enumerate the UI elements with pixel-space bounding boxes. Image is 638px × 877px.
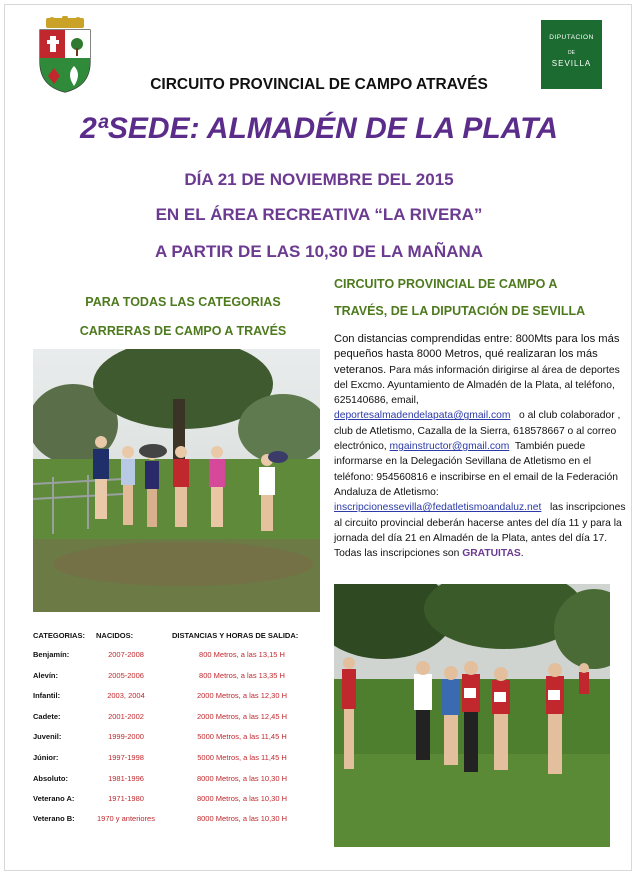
club-text: o al club colaborador , club de Atletismo, Cazalla de la Sierra, 618578667 o al correo electrónico,	[334, 410, 621, 453]
table-row	[0, 753, 638, 773]
email-club-link[interactable]: mgainstructor@gmail.com	[389, 441, 510, 453]
table-header-born: NACIDOS:	[96, 631, 134, 640]
venue-title: 2ªSEDE: ALMADÉN DE LA PLATA	[80, 112, 558, 145]
event-date: DÍA 21 DE NOVIEMBRE DEL 2015	[184, 170, 454, 189]
logo-line2: DE	[568, 50, 575, 56]
event-place: EN EL ÁREA RECREATIVA “LA RIVERA”	[155, 205, 483, 224]
distance-time: 800 Metros, a las 13,35 H	[199, 671, 285, 680]
birth-years: 2005-2006	[108, 671, 144, 680]
category-name: Absoluto:	[33, 774, 68, 783]
table-row	[0, 814, 638, 834]
end-punct: .	[520, 548, 524, 560]
distances-text: Con distancias comprendidas entre: 800Mts para los más pequeños hasta 8000 Metros, qué realizaran los más veteranos.	[334, 333, 620, 376]
races-heading: CARRERAS DE CAMPO A TRAVÉS	[79, 324, 287, 338]
table-row	[0, 650, 638, 670]
circuit-title: CIRCUITO PROVINCIAL DE CAMPO ATRAVÉS	[150, 76, 488, 93]
distance-time: 2000 Metros, a las 12,30 H	[196, 691, 288, 700]
circuit-heading-line2: TRAVÉS, DE LA DIPUTACIÓN DE SEVILLA	[334, 304, 586, 318]
category-name: Cadete:	[33, 712, 61, 721]
logo-line1: DIPUTACION	[549, 34, 594, 41]
distance-time: 800 Metros, a las 13,15 H	[199, 650, 285, 659]
category-name: Júnior:	[33, 753, 59, 762]
distance-time: 5000 Metros, a las 11,45 H	[197, 732, 287, 741]
birth-years: 1971-1980	[108, 794, 144, 803]
event-time: A PARTIR DE LAS 10,30 DE LA MAÑANA	[154, 242, 484, 261]
table-row	[0, 671, 638, 691]
category-name: Veterano A:	[33, 794, 75, 803]
circuit-heading-line1: CIRCUITO PROVINCIAL DE CAMPO A	[334, 277, 558, 291]
birth-years: 2003, 2004	[107, 691, 145, 700]
category-name: Veterano B:	[33, 814, 75, 823]
info-text: Para más información dirigirse al área de deportes del Excmo. Ayuntamiento de Almadén de la Plata, al teléfono, 625140686, email,	[334, 364, 620, 407]
free-label: GRATUITAS	[462, 548, 521, 560]
distance-time: 2000 Metros, a las 12,45 H	[196, 712, 288, 721]
table-row	[0, 794, 638, 814]
women-race-photo	[33, 349, 320, 612]
event-description	[334, 332, 626, 561]
distance-time: 5000 Metros, a las 11,45 H	[197, 753, 287, 762]
category-name: Juvenil:	[33, 732, 62, 741]
distance-time: 8000 Metros, a las 10,30 H	[196, 814, 288, 823]
table-row	[0, 774, 638, 794]
birth-years: 2001-2002	[108, 712, 144, 721]
email-inscripciones-link[interactable]: inscripcionessevilla@fedatletismoandaluz.net	[334, 502, 542, 514]
deadline-text: las inscripciones al circuito provincial deberán hacerse antes del día 11 y para la jornada del día 21 en Almadén de la Plata, antes del día 17. Todas las inscripciones son	[334, 502, 626, 560]
federation-text: También puede informarse en la Delegación Sevillana de Atletismo en el teléfono: 954560816 e inscribirse en el email de la Federación Andaluza de Atletismo:	[334, 441, 618, 498]
birth-years: 2007-2008	[108, 650, 144, 659]
logo-line3: SEVILLA	[551, 59, 592, 68]
birth-years: 1997-1998	[108, 753, 144, 762]
distance-time: 8000 Metros, a las 10,30 H	[196, 794, 288, 803]
category-name: Infantil:	[33, 691, 61, 700]
table-row	[0, 732, 638, 752]
category-name: Benjamín:	[33, 650, 70, 659]
table-header-category: CATEGORIAS:	[33, 631, 85, 640]
categories-heading: PARA TODAS LAS CATEGORIAS	[85, 295, 281, 309]
distance-time: 8000 Metros, a las 10,30 H	[196, 774, 288, 783]
table-row	[0, 691, 638, 711]
birth-years: 1999-2000	[108, 732, 144, 741]
table-header-distance: DISTANCIAS Y HORAS DE SALIDA:	[172, 631, 299, 640]
birth-years: 1981-1996	[108, 774, 144, 783]
category-name: Alevín:	[33, 671, 59, 680]
birth-years: 1970 y anteriores	[97, 814, 155, 823]
email-deportes-link[interactable]: deportesalmadendelapata@gmail.com	[334, 410, 511, 422]
table-row	[0, 712, 638, 732]
